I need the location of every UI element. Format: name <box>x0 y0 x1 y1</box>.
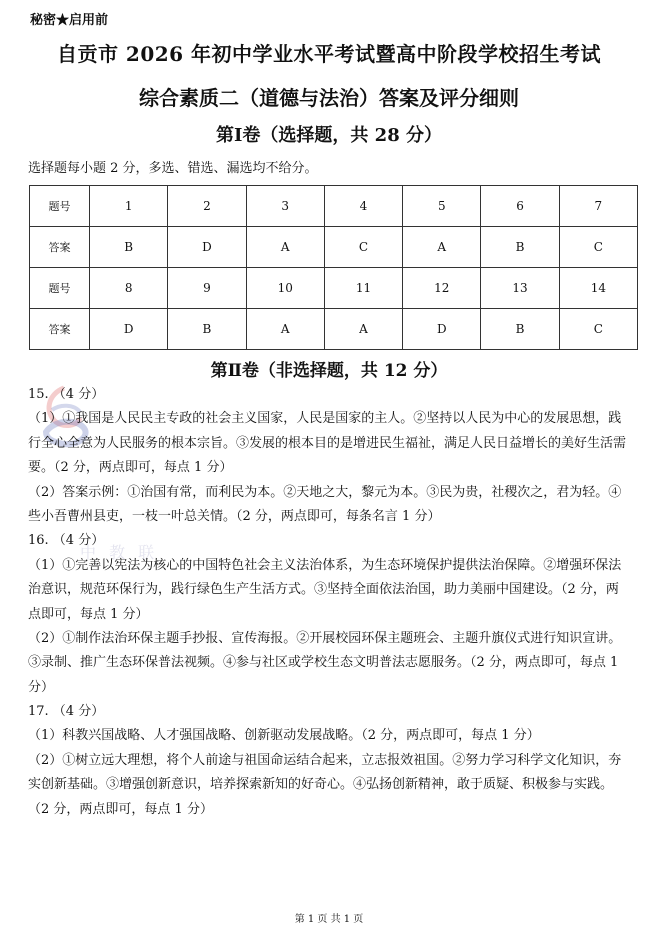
table-cell: 12 <box>403 268 481 309</box>
table-cell: 14 <box>559 268 637 309</box>
table-cell: C <box>559 227 637 268</box>
answer-table-row <box>30 309 638 350</box>
table-cell: A <box>324 309 402 350</box>
text-line: 治意识，规范环保行为，践行绿色生产生活方式。③坚持全面依法治国，助力美丽中国建设。（2 分，两 <box>28 582 619 598</box>
page-footer: 第 1 页 共 1 页 <box>294 914 364 925</box>
text-line: 实创新基础。③增强创新意识，培养探索新知的好奇心。④弘扬创新精神，敢于质疑、积极参与实践。 <box>28 777 614 793</box>
answer-table-row <box>30 268 638 309</box>
table-cell: B <box>481 227 559 268</box>
text-line: 行全心全意为人民服务的根本宗旨。③发展的根本目的是增进民生福祉，满足人民日益增长的美好生活需 <box>28 435 627 451</box>
row-label: 题号 <box>30 268 90 309</box>
document-subtitle: 综合素质二（道德与法治）答案及评分细则 <box>139 86 519 110</box>
answer-table-row <box>30 227 638 268</box>
text-line: （1）①完善以宪法为核心的中国特色社会主义法治体系，为生态环境保护提供法治保障。②增强环保法 <box>28 557 622 573</box>
table-cell: A <box>246 309 324 350</box>
text-line: 17. （4 分） <box>28 704 105 720</box>
answer-table-row <box>30 186 638 227</box>
secret-label: 秘密★启用前 <box>30 13 109 28</box>
text-line: 点即可，每点 1 分） <box>28 606 149 622</box>
answer-table <box>29 185 638 350</box>
row-label: 题号 <box>30 186 90 227</box>
table-cell: 11 <box>324 268 402 309</box>
document-title: 自贡市 2026 年初中学业水平考试暨高中阶段学校招生考试 <box>56 42 602 66</box>
text-line: 些小吾曹州县吏，一枝一叶总关情。（2 分，两点即可，每条名言 1 分） <box>28 508 441 524</box>
table-cell: A <box>246 227 324 268</box>
table-cell: 1 <box>90 186 168 227</box>
text-line: （2）①树立远大理想，将个人前途与祖国命运结合起来，立志报效祖国。②努力学习科学文化知识，夯 <box>28 752 622 768</box>
table-cell: 9 <box>168 268 246 309</box>
table-cell: 13 <box>481 268 559 309</box>
table-cell: 5 <box>403 186 481 227</box>
table-cell: B <box>168 309 246 350</box>
text-line: （1）①我国是人民民主专政的社会主义国家，人民是国家的主人。②坚持以人民为中心的发展思想，践 <box>28 411 622 427</box>
table-cell: 6 <box>481 186 559 227</box>
table-cell: 3 <box>246 186 324 227</box>
table-cell: 7 <box>559 186 637 227</box>
table-cell: A <box>403 227 481 268</box>
row-label: 答案 <box>30 309 90 350</box>
table-cell: D <box>403 309 481 350</box>
watermark-text: 中 教 联 <box>80 543 159 562</box>
text-line: 16. （4 分） <box>28 533 105 549</box>
text-line: ③录制、推广生态环保普法视频。④参与社区或学校生态文明普法志愿服务。（2 分，两点即可，每点 1 <box>28 655 619 671</box>
section-2-title: 第Ⅱ卷（非选择题，共 12 分） <box>210 361 448 381</box>
text-line: 分） <box>28 679 55 695</box>
answer-text-block <box>28 383 638 822</box>
table-cell: 4 <box>324 186 402 227</box>
text-line: 要。（2 分，两点即可，每点 1 分） <box>28 460 233 476</box>
table-cell: D <box>168 227 246 268</box>
row-label: 答案 <box>30 227 90 268</box>
section-1-title: 第Ⅰ卷（选择题，共 28 分） <box>215 125 442 146</box>
choice-instructions: 选择题每小题 2 分，多选、错选、漏选均不给分。 <box>28 161 318 176</box>
table-cell: D <box>90 309 168 350</box>
text-line: （1）科教兴国战略、人才强国战略、创新驱动发展战略。（2 分，两点即可，每点 1 分） <box>28 728 540 744</box>
text-line: 15. （4 分） <box>28 387 105 402</box>
table-cell: B <box>481 309 559 350</box>
table-cell: C <box>324 227 402 268</box>
table-cell: 2 <box>168 186 246 227</box>
table-cell: 8 <box>90 268 168 309</box>
table-cell: C <box>559 309 637 350</box>
table-cell: 10 <box>246 268 324 309</box>
text-line: （2）答案示例：①治国有常，而利民为本。②天地之大，黎元为本。③民为贵，社稷次之，君为轻。④ <box>28 484 622 500</box>
text-line: （2 分，两点即可，每点 1 分） <box>28 801 213 817</box>
text-line: （2）①制作法治环保主题手抄报、宣传海报。②开展校园环保主题班会、主题升旗仪式进行知识宣讲。 <box>28 630 622 646</box>
table-cell: B <box>90 227 168 268</box>
